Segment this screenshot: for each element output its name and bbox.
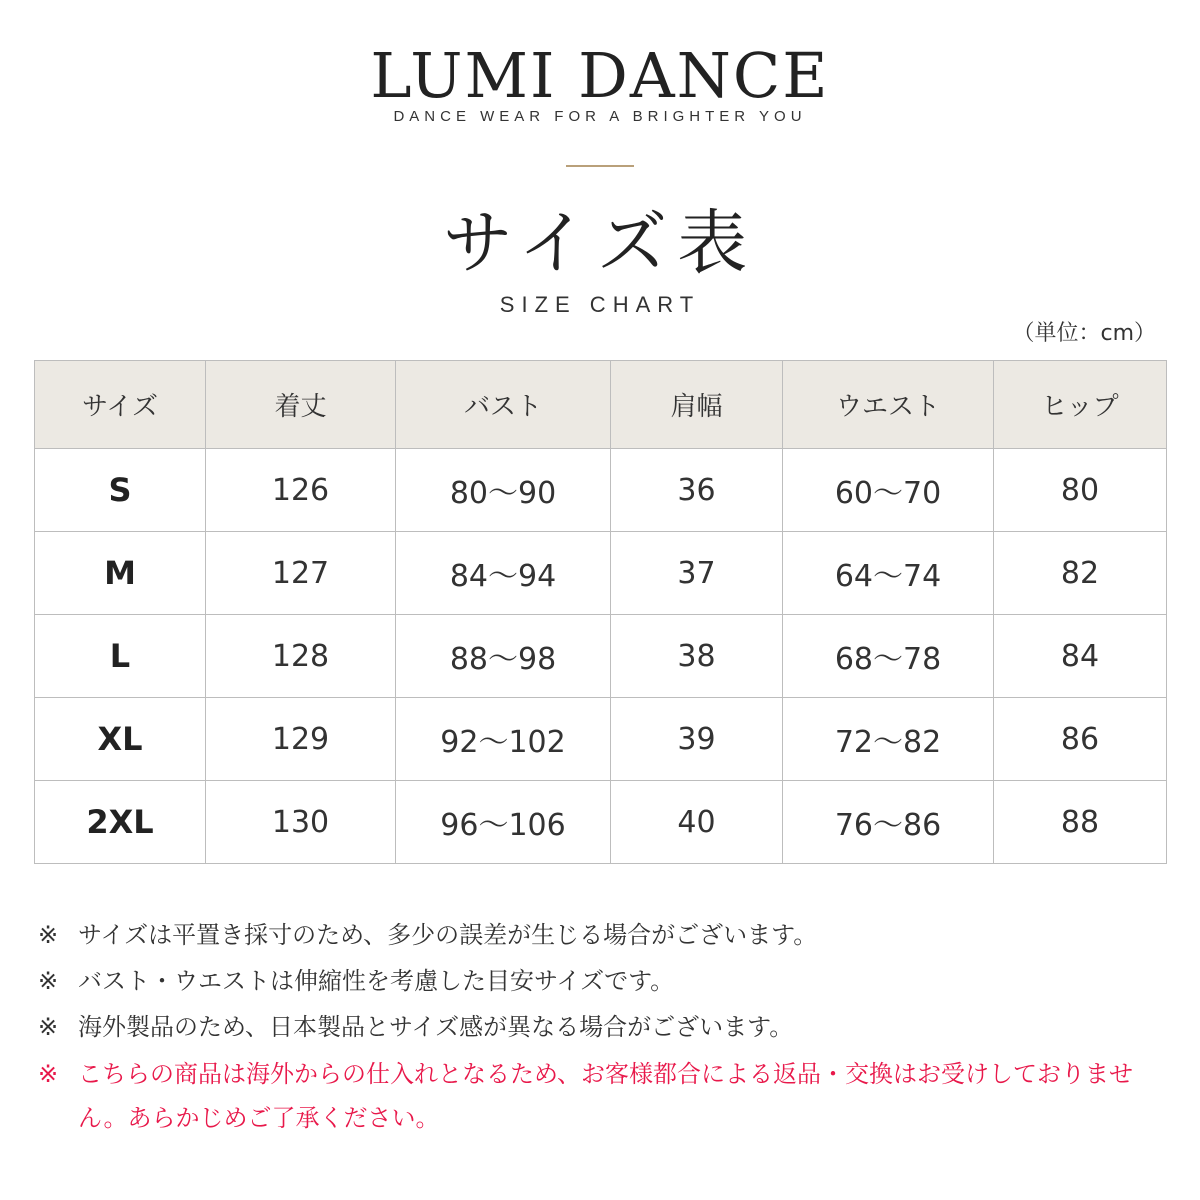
- table-header-row: [35, 361, 1167, 449]
- note-measurement: [38, 912, 1168, 958]
- note-mark: ※: [38, 1060, 59, 1088]
- cell-waist: 76～86: [783, 781, 994, 864]
- note-mark: ※: [38, 967, 59, 995]
- cell-waist: 72～82: [783, 698, 994, 781]
- header-waist: ウエスト: [783, 361, 994, 449]
- cell-size: S: [35, 449, 206, 532]
- cell-waist: 60～70: [783, 449, 994, 532]
- cell-shoulder: 40: [611, 781, 783, 864]
- note-mark: ※: [38, 1013, 59, 1041]
- cell-size: M: [35, 532, 206, 615]
- table-row: [35, 615, 1167, 698]
- cell-size: 2XL: [35, 781, 206, 864]
- header-hip: ヒップ: [994, 361, 1167, 449]
- cell-size: L: [35, 615, 206, 698]
- note-stretch: [38, 958, 1168, 1004]
- cell-length: 129: [206, 698, 396, 781]
- header-bust: バスト: [396, 361, 611, 449]
- cell-waist: 68～78: [783, 615, 994, 698]
- cell-shoulder: 38: [611, 615, 783, 698]
- page-title: サイズ表: [442, 202, 758, 284]
- cell-shoulder: 36: [611, 449, 783, 532]
- brand-tagline: DANCE WEAR FOR A BRIGHTER YOU: [393, 108, 807, 125]
- header-size: サイズ: [35, 361, 206, 449]
- note-text: 海外製品のため、日本製品とサイズ感が異なる場合がございます。: [78, 1013, 794, 1041]
- note-overseas: [38, 1004, 1168, 1050]
- cell-waist: 64～74: [783, 532, 994, 615]
- note-text: バスト・ウエストは伸縮性を考慮した目安サイズです。: [78, 967, 675, 995]
- page-subtitle: SIZE CHART: [499, 292, 701, 317]
- header-length: 着丈: [206, 361, 396, 449]
- note-text: こちらの商品は海外からの仕入れとなるため、お客様都合による返品・交換はお受けしておりません。あらかじめご了承ください。: [78, 1060, 1134, 1132]
- header-shoulder: 肩幅: [611, 361, 783, 449]
- cell-shoulder: 37: [611, 532, 783, 615]
- table-row: [35, 698, 1167, 781]
- cell-hip: 84: [994, 615, 1167, 698]
- cell-bust: 92～102: [396, 698, 611, 781]
- cell-length: 126: [206, 449, 396, 532]
- note-text: サイズは平置き採寸のため、多少の誤差が生じる場合がございます。: [78, 921, 818, 949]
- cell-size: XL: [35, 698, 206, 781]
- cell-bust: 80～90: [396, 449, 611, 532]
- cell-hip: 86: [994, 698, 1167, 781]
- cell-bust: 84～94: [396, 532, 611, 615]
- cell-hip: 82: [994, 532, 1167, 615]
- table-row: [35, 449, 1167, 532]
- brand-logo: LUMI DANCE: [370, 39, 830, 112]
- cell-length: 130: [206, 781, 396, 864]
- size-chart-table: [34, 360, 1167, 864]
- cell-hip: 88: [994, 781, 1167, 864]
- cell-hip: 80: [994, 449, 1167, 532]
- cell-length: 127: [206, 532, 396, 615]
- unit-note: （単位：cm）: [1012, 321, 1156, 346]
- cell-shoulder: 39: [611, 698, 783, 781]
- note-mark: ※: [38, 921, 59, 949]
- notes-section: [38, 912, 1168, 1140]
- table-row: [35, 532, 1167, 615]
- gold-divider: [566, 165, 634, 167]
- cell-bust: 96～106: [396, 781, 611, 864]
- cell-length: 128: [206, 615, 396, 698]
- note-no-returns: [38, 1052, 1168, 1140]
- cell-bust: 88～98: [396, 615, 611, 698]
- table-row: [35, 781, 1167, 864]
